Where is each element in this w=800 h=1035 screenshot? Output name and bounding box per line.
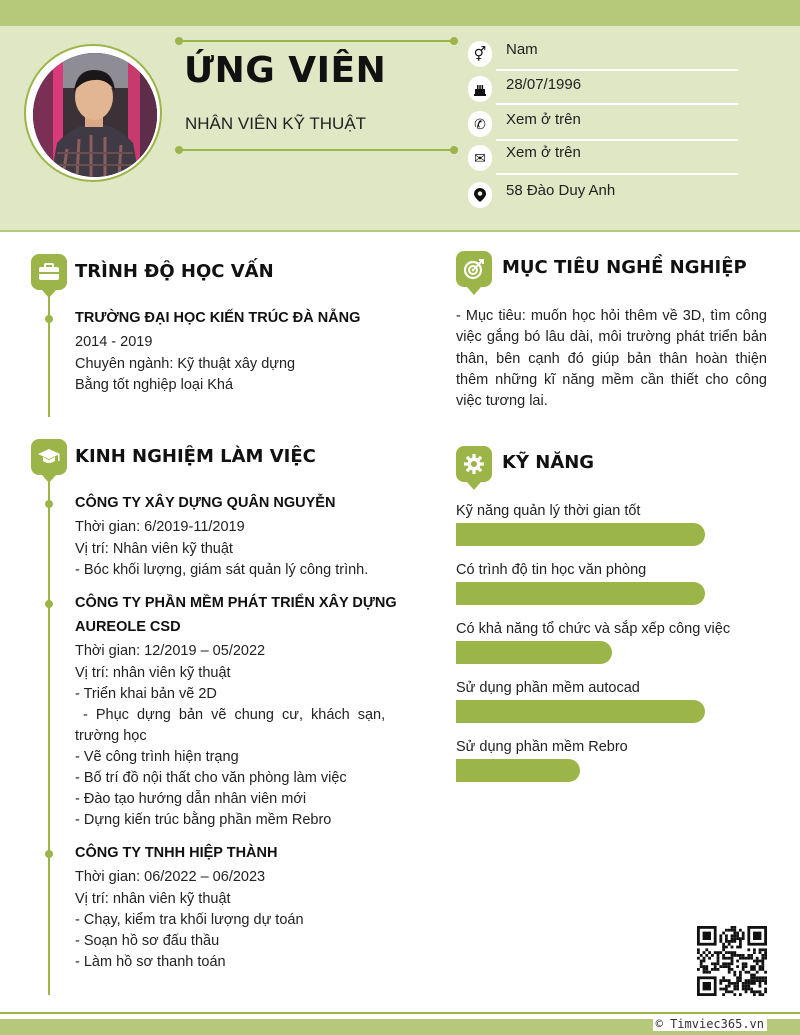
contact-address: 58 Đào Duy Anh [506,182,616,199]
contact-divider [496,69,738,71]
gender-icon: ⚥ [468,41,492,67]
header-rule-dot [175,37,183,45]
icon-pointer [42,290,56,298]
target-icon [456,251,492,287]
location-icon [468,182,492,208]
timeline-line [48,287,50,995]
job-line: - Vẽ công trình hiện trạng [75,749,239,765]
contact-divider [496,103,738,105]
skill-label: Sử dụng phần mềm Rebro [456,739,628,755]
icon-pointer [467,287,481,295]
skill-label: Sử dụng phần mềm autocad [456,680,640,696]
job-company-line2: AUREOLE CSD [75,619,181,635]
job-line: - Dựng kiến trúc bằng phần mềm Rebro [75,812,332,828]
qr-code [697,926,767,996]
education-line: Bằng tốt nghiệp loại Khá [75,377,234,393]
timeline-dot [45,600,53,608]
birthday-cake-icon [468,76,492,102]
education-line: Chuyên ngành: Kỹ thuật xây dựng [75,356,296,372]
header-rule-dot [450,37,458,45]
job-line: - Đào tạo hướng dẫn nhân viên mới [75,791,307,807]
job-line: - Soạn hồ sơ đấu thầu [75,933,220,949]
gear-icon [456,446,492,482]
experience-title: KINH NGHIỆM LÀM VIỆC [75,446,316,467]
skill-bar [456,582,705,605]
objective-title: MỤC TIÊU NGHỀ NGHIỆP [502,257,747,278]
job-line: Thời gian: 06/2022 – 06/2023 [75,869,266,885]
job-line: - Làm hồ sơ thanh toán [75,954,226,970]
job-line: Vị trí: Nhân viên kỹ thuật [75,541,233,557]
graduation-cap-icon [31,439,67,475]
timeline-gap [46,417,52,439]
timeline-dot [45,315,53,323]
contact-divider [496,173,738,175]
footer-rule [0,1012,800,1014]
job-line: - Chạy, kiểm tra khối lượng dự toán [75,912,304,928]
contact-divider [496,139,738,141]
job-line: - Phục dựng bản vẽ chung cư, khách sạn, [75,707,386,723]
education-line: 2014 - 2019 [75,334,153,350]
job-line: - Bóc khối lượng, giám sát quản lý công trình. [75,562,369,578]
skill-label: Có trình độ tin học văn phòng [456,562,647,578]
skill-label: Kỹ năng quản lý thời gian tốt [456,503,641,519]
skill-label: Có khả năng tổ chức và sắp xếp công việc [456,621,731,637]
objective-text: - Mục tiêu: muốn học hỏi thêm về 3D, tìm công việc gắng bó lâu dài, môi trường phát triển bản thân, bên cạnh đó giúp bản thân hoàn thiện thêm những kĩ năng mềm cần thiết cho công việc tương lai. [456,308,767,410]
timeline-dot [45,850,53,858]
header-rule-bottom [178,149,454,151]
contact-email: Xem ở trên [506,144,581,161]
candidate-name: ỨNG VIÊN [184,50,387,91]
job-line: Vị trí: nhân viên kỹ thuật [75,891,231,907]
contact-birthday: 28/07/1996 [506,76,582,93]
job-line: trường học [75,728,147,744]
education-title: TRÌNH ĐỘ HỌC VẤN [75,261,274,282]
header-rule-top [178,40,454,42]
contact-phone: Xem ở trên [506,111,581,128]
icon-pointer [467,482,481,490]
phone-icon: ✆ [468,111,492,137]
header-rule-dot [175,146,183,154]
briefcase-icon [31,254,67,290]
job-line: Thời gian: 6/2019-11/2019 [75,519,245,535]
skill-bar [456,759,580,782]
job-line: Thời gian: 12/2019 – 05/2022 [75,643,266,659]
top-bar [0,0,800,26]
email-icon: ✉ [468,145,492,171]
footer-credit: © Timviec365.vn [653,1017,767,1031]
job-line: - Triển khai bản vẽ 2D [75,686,217,702]
skill-bar [456,523,705,546]
school-name: TRƯỜNG ĐẠI HỌC KIẾN TRÚC ĐÀ NẴNG [75,310,361,326]
job-company: CÔNG TY XÂY DỰNG QUÂN NGUYỄN [75,495,336,511]
skills-title: KỸ NĂNG [502,452,595,473]
job-company: CÔNG TY TNHH HIỆP THÀNH [75,845,278,861]
header-divider [0,230,800,232]
icon-pointer [42,475,56,483]
job-line: Vị trí: nhân viên kỹ thuật [75,665,231,681]
job-company: CÔNG TY PHẦN MỀM PHÁT TRIỂN XÂY DỰNG [75,595,397,611]
header-rule-dot [450,146,458,154]
skill-bar [456,700,705,723]
contact-gender: Nam [506,41,538,58]
job-line: - Bố trí đồ nội thất cho văn phòng làm việc [75,770,347,786]
avatar [33,53,157,177]
skill-bar [456,641,612,664]
candidate-position: NHÂN VIÊN KỸ THUẬT [185,114,367,133]
timeline-dot [45,500,53,508]
